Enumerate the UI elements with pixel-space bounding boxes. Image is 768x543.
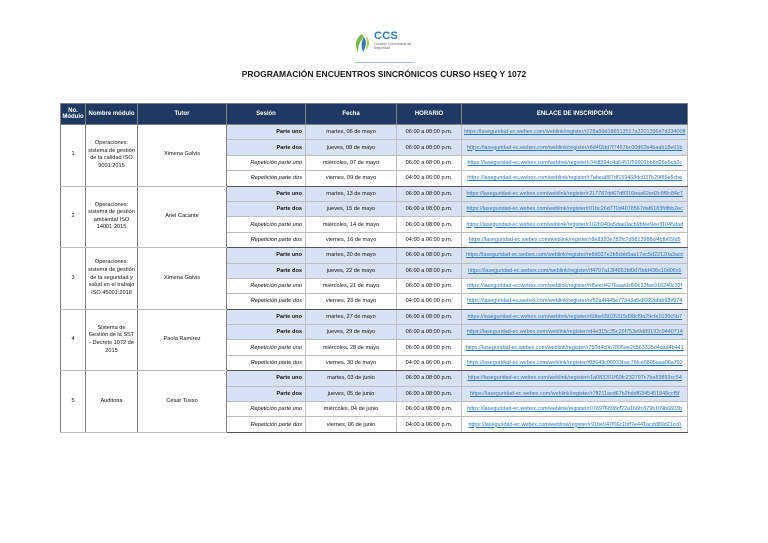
module-name: Auditoria xyxy=(86,371,138,433)
session-date: miércoles, 07 de mayo xyxy=(306,155,397,170)
session-label: Parte dos xyxy=(227,201,306,216)
header-nombre: Nombre módulo xyxy=(86,104,138,125)
session-label: Parte uno xyxy=(227,125,306,140)
session-date: martes, 03 de junio xyxy=(306,371,397,386)
registration-link[interactable]: https://laseguridad-ec.webex.com/weblink/register/r078976898cf22a166fc879b109b6603b xyxy=(462,402,688,417)
ccs-leaf-icon xyxy=(352,32,372,54)
logo-subtitle: Consejo Colombiano de Seguridad xyxy=(374,42,412,50)
session-label: Parte dos xyxy=(227,263,306,278)
module-number: 5 xyxy=(61,371,86,433)
registration-link[interactable]: https://laseguridad-ec.webex.com/weblink/register/r8e8320e782fc7d9813988cf4bfb65fd5 xyxy=(462,232,688,247)
registration-link[interactable]: https://laseguridad-ec.webex.com/weblink/register/r91be047f06c1bff7e441acdd89d21cc0 xyxy=(462,417,688,432)
page-title: PROGRAMACIÓN ENCUENTROS SINCRÓNICOS CURSO HSEQ Y 1072 xyxy=(241,69,527,79)
registration-link[interactable]: https://laseguridad-ec.webex.com/weblink/register/r08649c08933bac78fce0805aaa06a792 xyxy=(462,355,688,370)
session-time: 04:00 a 06:00 p.m. xyxy=(397,294,462,309)
session-time: 04:00 a 06:00 p.m. xyxy=(397,171,462,186)
session-label: Parte uno xyxy=(227,248,306,263)
session-label: Repetición parte dos xyxy=(227,417,306,432)
module-name: Operaciones: sistema de gestión ambiental ISO 14001:2015 xyxy=(86,186,138,248)
session-time: 06:00 a 08:00 p.m. xyxy=(397,325,462,340)
registration-link[interactable]: https://laseguridad-ec.webex.com/weblink/register/r217787dd67d8316baa62ed3c8f9c84e7 xyxy=(462,186,688,201)
session-label: Repetición parte uno xyxy=(227,278,306,293)
session-date: martes, 13 de mayo xyxy=(306,186,397,201)
session-time: 06:00 a 08:00 p.m. xyxy=(397,263,462,278)
session-date: jueves, 22 de mayo xyxy=(306,263,397,278)
session-time: 06:00 a 08:00 p.m. xyxy=(397,402,462,417)
registration-link[interactable]: https://laseguridad-ec.webex.com/weblink/register/r228a99d186513517a3201396d7d334008 xyxy=(462,125,688,140)
registration-link[interactable]: https://laseguridad-ec.webex.com/weblink/register/r750d4c0b7895ee2c563335d4dad4b441 xyxy=(462,340,688,355)
registration-link[interactable]: https://laseguridad-ec.webex.com/weblink/register/r01bc26d770d4078567daf6183fdfbb2ec xyxy=(462,201,688,216)
header-enlace: ENLACE DE INSCRIPCIÓN xyxy=(462,104,688,125)
module-tutor: Paola Ramírez xyxy=(138,309,227,371)
module-tutor: Ximena Galvis xyxy=(138,248,227,310)
table-row xyxy=(61,248,688,263)
session-time: 06:00 a 08:00 p.m. xyxy=(397,386,462,401)
table-header-row xyxy=(61,104,688,125)
session-date: miércoles, 28 de mayo xyxy=(306,340,397,355)
header-horario: HORARIO xyxy=(397,104,462,125)
registration-link[interactable]: https://laseguridad-ec.webex.com/weblink/register/r7ff211acd67b2bddf6345451848ccf5f xyxy=(462,386,688,401)
table-row xyxy=(61,309,688,324)
session-time: 04:00 a 06:00 p.m. xyxy=(397,232,462,247)
registration-link[interactable]: https://laseguridad-ec.webex.com/weblink/register/rd4e315c35c26f753e9d89192c9440714 xyxy=(462,325,688,340)
schedule-table xyxy=(60,103,688,433)
module-tutor: Ariel Cacante xyxy=(138,186,227,248)
session-date: miércoles, 04 de junio xyxy=(306,402,397,417)
session-date: viernes, 09 de mayo xyxy=(306,171,397,186)
module-tutor: Ximena Galvis xyxy=(138,125,227,187)
session-label: Repetición parte dos xyxy=(227,232,306,247)
registration-link[interactable]: https://laseguridad-ec.webex.com/weblink/register/r102b940a5dae0acb9bfee9ee31045dad xyxy=(462,217,688,232)
session-time: 06:00 a 08:00 p.m. xyxy=(397,140,462,155)
registration-link[interactable]: https://laseguridad-ec.webex.com/weblink/register/rd5eed4276aaa1d99c33fae918240c32f xyxy=(462,278,688,293)
session-label: Repetición parte dos xyxy=(227,294,306,309)
registration-link[interactable]: https://laseguridad-ec.webex.com/weblink/register/r69be65026315d98cf9a29cfa1036c5b7 xyxy=(462,309,688,324)
ccs-logo xyxy=(352,30,422,62)
session-label: Parte dos xyxy=(227,140,306,155)
session-time: 06:00 a 08:00 p.m. xyxy=(397,201,462,216)
session-date: viernes, 23 de mayo xyxy=(306,294,397,309)
session-label: Repetición parte uno xyxy=(227,217,306,232)
session-date: viernes, 16 de mayo xyxy=(306,232,397,247)
module-number: 1 xyxy=(61,125,86,187)
logo-divider xyxy=(355,62,415,63)
header-modulo: No. Módulo xyxy=(61,104,86,125)
header-fecha: Fecha xyxy=(306,104,397,125)
module-name: Operaciones: sistema de gestión de la seguridad y salud en el trabajo ISO 45001:2018 xyxy=(86,248,138,310)
registration-link[interactable]: https://laseguridad-ec.webex.com/weblink/register/r8d4f2dd7f7457bc00d62b4baab18e01b xyxy=(462,140,688,155)
session-time: 06:00 a 08:00 p.m. xyxy=(397,309,462,324)
session-date: martes, 06 de mayo xyxy=(306,125,397,140)
registration-link[interactable]: https://laseguridad-ec.webex.com/weblink/register/re52a4f445e77343a5cb922afab98e974 xyxy=(462,294,688,309)
module-number: 3 xyxy=(61,248,86,310)
registration-link[interactable]: https://laseguridad-ec.webex.com/weblink/register/r1a083201f60fc232797c7ba83893cc54 xyxy=(462,371,688,386)
session-time: 06:00 a 08:00 p.m. xyxy=(397,248,462,263)
session-date: jueves, 15 de mayo xyxy=(306,201,397,216)
session-time: 06:00 a 08:00 p.m. xyxy=(397,371,462,386)
session-date: viernes, 30 de mayo xyxy=(306,355,397,370)
session-time: 06:00 a 08:00 p.m. xyxy=(397,278,462,293)
session-time: 06:00 a 08:00 p.m. xyxy=(397,155,462,170)
session-date: martes, 20 de mayo xyxy=(306,248,397,263)
registration-link[interactable]: https://laseguridad-ec.webex.com/weblink/register/r34df394c4a6451f59901bb6d26e5cb2c xyxy=(462,155,688,170)
session-time: 06:00 a 08:00 p.m. xyxy=(397,125,462,140)
session-time: 04:00 a 06:00 p.m. xyxy=(397,355,462,370)
registration-link[interactable]: https://laseguridad-ec.webex.com/weblink/register/re8d037e2b5cbb5aa17ec5d22120a3acc xyxy=(462,248,688,263)
session-label: Parte uno xyxy=(227,371,306,386)
module-number: 4 xyxy=(61,309,86,371)
session-label: Parte uno xyxy=(227,186,306,201)
session-label: Parte uno xyxy=(227,309,306,324)
module-number: 2 xyxy=(61,186,86,248)
header-tutor: Tutor xyxy=(138,104,227,125)
session-label: Repetición parte uno xyxy=(227,155,306,170)
session-date: jueves, 05 de junio xyxy=(306,386,397,401)
table-row xyxy=(61,371,688,386)
session-date: jueves, 29 de mayo xyxy=(306,325,397,340)
session-label: Repetición parte dos xyxy=(227,355,306,370)
session-date: viernes, 06 de junio xyxy=(306,417,397,432)
session-label: Repetición parte uno xyxy=(227,402,306,417)
header-sesion: Sesión xyxy=(227,104,306,125)
table-row xyxy=(61,125,688,140)
registration-link[interactable]: https://laseguridad-ec.webex.com/weblink/register/r7abea887df159468dc037b29f85e5cbe xyxy=(462,171,688,186)
session-date: martes, 27 de mayo xyxy=(306,309,397,324)
table-row xyxy=(61,186,688,201)
session-time: 06:00 a 08:00 p.m. xyxy=(397,186,462,201)
session-label: Parte dos xyxy=(227,325,306,340)
session-label: Parte dos xyxy=(227,386,306,401)
table-body xyxy=(61,125,688,433)
session-label: Repetición parte dos xyxy=(227,171,306,186)
session-date: jueves, 08 de mayo xyxy=(306,140,397,155)
logo-text: CCS xyxy=(374,30,399,42)
module-name: Sistema de Gestión de la SST - Decreto 1072 de 2015 xyxy=(86,309,138,371)
registration-link[interactable]: https://laseguridad-ec.webex.com/weblink/register/rf4707a13f4651fd0d79dd436c10d06c6 xyxy=(462,263,688,278)
module-name: Operaciones: sistema de gestión de la calidad ISO 9001:2015 xyxy=(86,125,138,187)
session-label: Repetición parte uno xyxy=(227,340,306,355)
session-date: miércoles, 14 de mayo xyxy=(306,217,397,232)
session-date: miércoles, 21 de mayo xyxy=(306,278,397,293)
session-time: 06:00 a 08:00 p.m. xyxy=(397,340,462,355)
module-tutor: Cesar Tusso xyxy=(138,371,227,433)
session-time: 06:00 a 08:00 p.m. xyxy=(397,217,462,232)
session-time: 04:00 a 06:00 p.m. xyxy=(397,417,462,432)
